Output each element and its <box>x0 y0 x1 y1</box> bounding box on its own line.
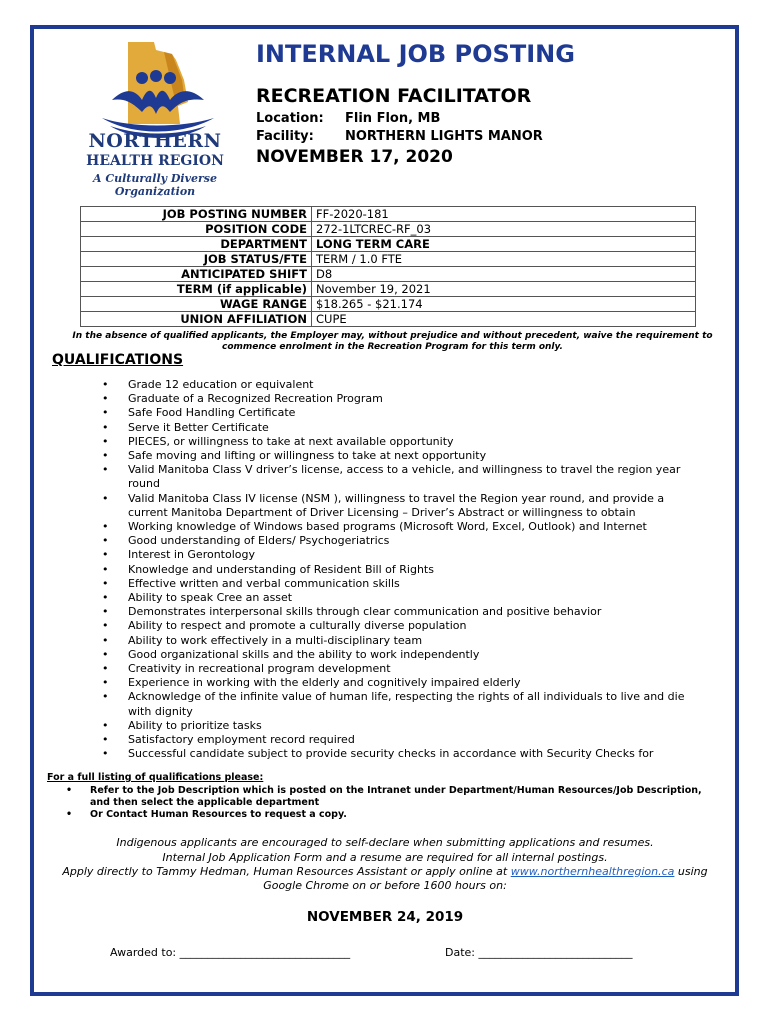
detail-label: JOB POSTING NUMBER <box>81 207 312 222</box>
detail-value: D8 <box>312 267 696 282</box>
awarded-to-field: Awarded to: _______________________________ <box>110 946 351 959</box>
list-item: • Satisfactory employment record required <box>100 733 700 747</box>
list-item: • Safe Food Handling Certificate <box>100 406 700 420</box>
detail-label: TERM (if applicable) <box>81 282 312 297</box>
facility-label: Facility: <box>256 129 314 144</box>
list-item: • Creativity in recreational program development <box>100 662 700 676</box>
detail-label: JOB STATUS/FTE <box>81 252 312 267</box>
list-item: • Ability to speak Cree an asset <box>100 591 700 605</box>
list-item: • Safe moving and lifting or willingness to take at next opportunity <box>100 449 700 463</box>
date-field: Date: ____________________________ <box>445 946 633 959</box>
detail-value: November 19, 2021 <box>312 282 696 297</box>
list-item: • Ability to prioritize tasks <box>100 719 700 733</box>
closing-apply-line <box>40 864 730 879</box>
logo-org-line-1: NORTHERN <box>88 130 222 152</box>
list-item: • Acknowledge of the infinite value of human life, respecting the rights of all individuals to live and die with dignity <box>100 690 700 718</box>
apply-prefix: Apply directly to Tammy Hedman, Human Resources Assistant or apply online at <box>62 865 508 878</box>
closing-line-4: Google Chrome on or before 1600 hours on: <box>263 879 507 892</box>
page-title: INTERNAL JOB POSTING <box>256 40 575 68</box>
list-item: • Graduate of a Recognized Recreation Program <box>100 392 700 406</box>
qualifications-heading: QUALIFICATIONS <box>52 352 184 368</box>
list-item: • Or Contact Human Resources to request a copy. <box>62 809 722 821</box>
detail-value: FF-2020-181 <box>312 207 696 222</box>
list-item: • Serve it Better Certificate <box>100 421 700 435</box>
list-item: • Experience in working with the elderly and cognitively impaired elderly <box>100 676 700 690</box>
qualifications-list <box>100 378 700 761</box>
full-listing-heading: For a full listing of qualifications please: <box>47 772 264 783</box>
apply-suffix: using <box>677 865 708 878</box>
list-item: • Knowledge and understanding of Resident Bill of Rights <box>100 563 700 577</box>
detail-value: 272-1LTCREC-RF_03 <box>312 222 696 237</box>
posting-date: NOVEMBER 17, 2020 <box>256 147 453 167</box>
detail-label: UNION AFFILIATION <box>81 312 312 327</box>
list-item: • Good understanding of Elders/ Psychogeriatrics <box>100 534 700 548</box>
list-item: • Grade 12 education or equivalent <box>100 378 700 392</box>
logo-org-line-2: HEALTH REGION <box>86 153 224 169</box>
website-link[interactable]: www.northernhealthregion.ca <box>510 865 675 878</box>
waiver-note-line-1: In the absence of qualified applicants, the Employer may, without prejudice and without precedent, waive the requirement to <box>72 331 713 341</box>
list-item: • Successful candidate subject to provide security checks in accordance with Security Checks for <box>100 747 700 761</box>
list-item: • Valid Manitoba Class IV license (NSM ), willingness to travel the Region year round, and provide a current Manitoba Department of Driver Licensing – Driver’s Abstract or willingness to obtain <box>100 492 700 520</box>
list-item: • Demonstrates interpersonal skills through clear communication and positive behavior <box>100 605 700 619</box>
detail-value: CUPE <box>312 312 696 327</box>
instructions-list <box>62 785 722 821</box>
list-item: • Working knowledge of Windows based programs (Microsoft Word, Excel, Outlook) and Internet <box>100 520 700 534</box>
list-item: • PIECES, or willingness to take at next available opportunity <box>100 435 700 449</box>
facility-value: NORTHERN LIGHTS MANOR <box>345 129 543 144</box>
logo-tagline-1: A Culturally Diverse <box>93 172 217 185</box>
list-item: • Valid Manitoba Class V driver’s license, access to a vehicle, and willingness to travel the region year round <box>100 463 700 491</box>
detail-value: LONG TERM CARE <box>312 237 696 252</box>
position-title: RECREATION FACILITATOR <box>256 85 532 107</box>
closing-line-1: Indigenous applicants are encouraged to self-declare when submitting applications and resumes. <box>116 836 654 849</box>
logo-tagline-2: Organization <box>114 185 196 198</box>
detail-label: WAGE RANGE <box>81 297 312 312</box>
detail-label: POSITION CODE <box>81 222 312 237</box>
closing-line-2: Internal Job Application Form and a resume are required for all internal postings. <box>162 851 608 864</box>
detail-value: TERM / 1.0 FTE <box>312 252 696 267</box>
detail-label: DEPARTMENT <box>81 237 312 252</box>
list-item: • Good organizational skills and the ability to work independently <box>100 648 700 662</box>
list-item: • Ability to respect and promote a culturally diverse population <box>100 619 700 633</box>
location-label: Location: <box>256 111 324 126</box>
detail-label: ANTICIPATED SHIFT <box>81 267 312 282</box>
waiver-note-line-2: commence enrolment in the Recreation Program for this term only. <box>222 342 563 352</box>
location-value: Flin Flon, MB <box>345 111 441 126</box>
list-item: • Ability to work effectively in a multi-disciplinary team <box>100 634 700 648</box>
list-item: • Refer to the Job Description which is posted on the Intranet under Department/Human Resources/Job Description, and then select the applicable department <box>62 785 722 809</box>
list-item: • Effective written and verbal communication skills <box>100 577 700 591</box>
deadline-date: NOVEMBER 24, 2019 <box>306 909 464 925</box>
detail-value: $18.265 - $21.174 <box>312 297 696 312</box>
list-item: • Interest in Gerontology <box>100 548 700 562</box>
